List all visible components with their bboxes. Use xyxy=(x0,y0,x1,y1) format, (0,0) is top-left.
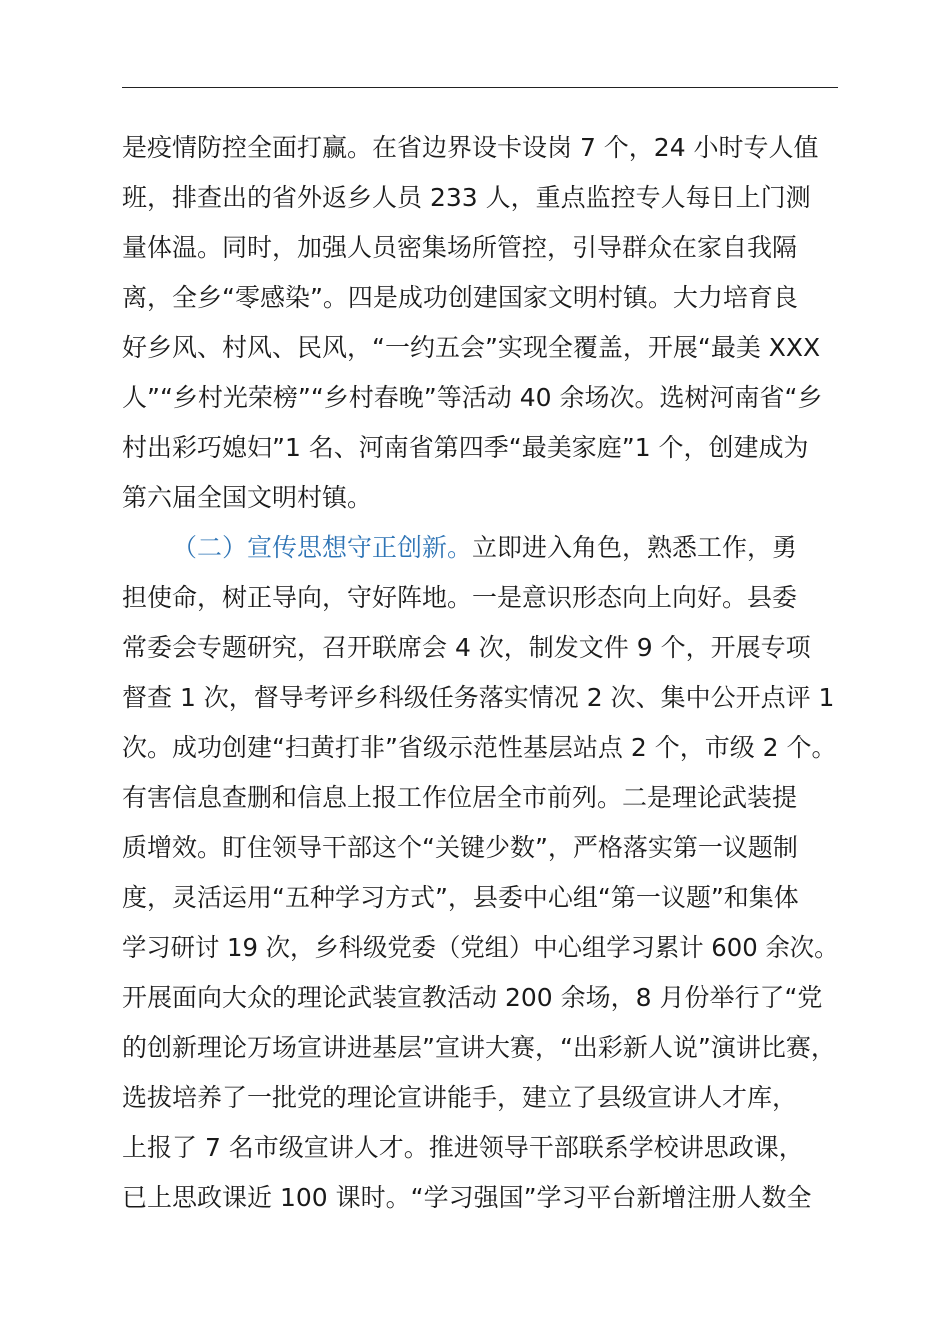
section-heading-line xyxy=(172,530,797,566)
paragraph-line: 的创新理论万场宣讲进基层”宣讲大赛，“出彩新人说”演讲比赛， xyxy=(122,1033,836,1062)
header-rule xyxy=(122,87,838,88)
paragraph-line: 度，灵活运用“五种学习方式”，县委中心组“第一议题”和集体 xyxy=(122,883,799,912)
paragraph-line: 第六届全国文明村镇。 xyxy=(122,483,373,512)
paragraph-line: 量体温。同时，加强人员密集场所管控，引导群众在家自我隔 xyxy=(122,233,798,262)
paragraph-line: 班，排查出的省外返乡人员 233 人，重点监控专人每日上门测 xyxy=(122,183,811,212)
paragraph-line: 开展面向大众的理论武装宣教活动 200 余场，8 月份举行了“党 xyxy=(122,983,823,1012)
section-lead-text: 立即进入角色，熟悉工作，勇 xyxy=(472,533,798,562)
paragraph-line: 选拔培养了一批党的理论宣讲能手，建立了县级宣讲人才库， xyxy=(122,1083,798,1112)
paragraph-line: 次。成功创建“扫黄打非”省级示范性基层站点 2 个，市级 2 个。 xyxy=(122,733,837,762)
paragraph-line: 担使命，树正导向，守好阵地。一是意识形态向上向好。县委 xyxy=(122,583,798,612)
paragraph-line: 是疫情防控全面打赢。在省边界设卡设岗 7 个，24 小时专人值 xyxy=(122,133,819,162)
paragraph-line: 上报了 7 名市级宣讲人才。推进领导干部联系学校讲思政课， xyxy=(122,1133,804,1162)
paragraph-line: 已上思政课近 100 课时。“学习强国”学习平台新增注册人数全 xyxy=(122,1183,812,1212)
paragraph-line: 督查 1 次，督导考评乡科级任务落实情况 2 次、集中公开点评 1 xyxy=(122,683,835,712)
paragraph-line: 村出彩巧媳妇”1 名、河南省第四季“最美家庭”1 个，创建成为 xyxy=(122,433,809,462)
section-heading: （二）宣传思想守正创新。 xyxy=(172,533,473,562)
paragraph-line: 质增效。盯住领导干部这个“关键少数”，严格落实第一议题制 xyxy=(122,833,798,862)
paragraph-line: 离，全乡“零感染”。四是成功创建国家文明村镇。大力培育良 xyxy=(122,283,798,312)
paragraph-line: 人”“乡村光荣榜”“乡村春晚”等活动 40 余场次。选树河南省“乡 xyxy=(122,383,823,412)
paragraph-line: 常委会专题研究，召开联席会 4 次，制发文件 9 个，开展专项 xyxy=(122,633,811,662)
paragraph-line: 好乡风、村风、民风，“一约五会”实现全覆盖，开展“最美 XXX xyxy=(122,333,821,362)
paragraph-line: 学习研讨 19 次，乡科级党委（党组）中心组学习累计 600 余次。 xyxy=(122,933,839,962)
paragraph-line: 有害信息查删和信息上报工作位居全市前列。二是理论武装提 xyxy=(122,783,798,812)
